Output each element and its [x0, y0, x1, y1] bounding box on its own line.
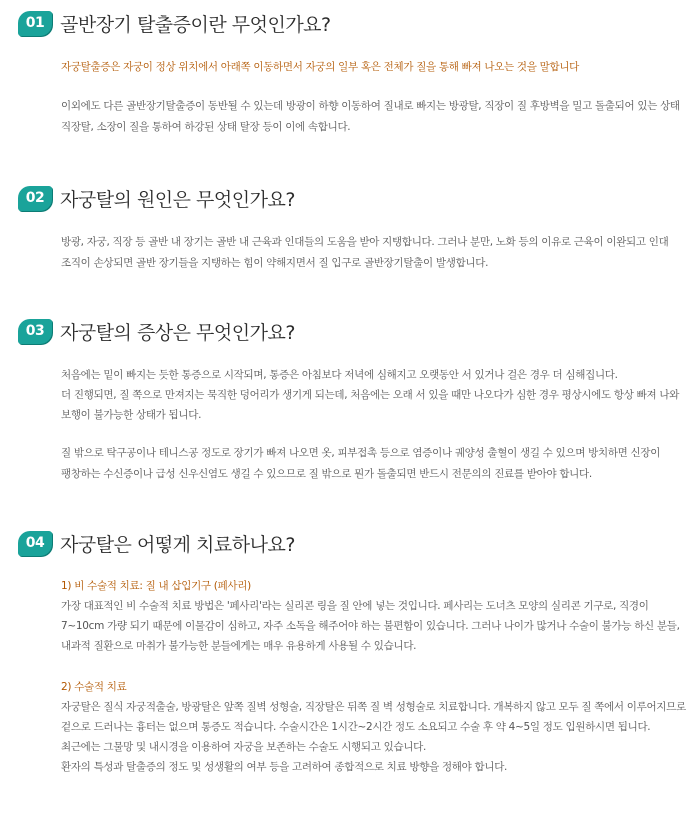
paragraph-line: 팽창하는 수신증이나 급성 신우신염도 생길 수 있으므로 질 밖으로 뭔가 돌출되면 반드시 전문의의 진료를 받아야 합니다.: [61, 468, 592, 480]
paragraph-line: 자궁탈은 질식 자궁적출술, 방광탈은 앞쪽 질벽 성형술, 직장탈은 뒤쪽 질 벽 성형술로 치료합니다. 개복하지 않고 모두 질 쪽에서 이루어지므로: [61, 701, 686, 713]
paragraph-line: 이외에도 다른 골반장기탈출증이 동반될 수 있는데 방광이 하향 이동하여 질내로 빠지는 방광탈, 직장이 질 후방벽을 밀고 돌출되어 있는 상태: [61, 100, 680, 112]
section-heading: [18, 7, 331, 39]
paragraph-line: 질 밖으로 탁구공이나 테니스공 정도로 장기가 빠져 나오면 옷, 피부접촉 등으로 염증이나 궤양성 출혈이 생길 수 있으며 방치하면 신장이: [61, 447, 661, 459]
paragraph-line: 가장 대표적인 비 수술적 치료 방법은 '페사리'라는 실리콘 링을 질 안에 넣는 것입니다. 페사리는 도너츠 모양의 실리콘 기구로, 직경이: [61, 600, 649, 612]
subsection-heading: 1) 비 수술적 치료: 질 내 삽입기구 (페사리): [61, 580, 251, 592]
paragraph-line: 처음에는 밑이 빠지는 듯한 통증으로 시작되며, 통증은 아침보다 저녁에 심해지고 오랫동안 서 있거나 걸은 경우 더 심해집니다.: [61, 369, 618, 381]
paragraph-line: 내과적 질환으로 마취가 불가능한 분들에게는 매우 유용하게 사용될 수 있습니다.: [61, 640, 417, 652]
section-number-badge: 01: [18, 11, 52, 36]
section-title: 자궁탈은 어떻게 치료하나요?: [60, 533, 295, 556]
paragraph-line: 조직이 손상되면 골반 장기들을 지탱하는 힘이 약해지면서 질 입구로 골반장기탈출이 발생합니다.: [61, 257, 489, 269]
paragraph-line: 환자의 특성과 탈출증의 정도 및 성생활의 여부 등을 고려하여 종합적으로 치료 방향을 정해야 합니다.: [61, 761, 508, 773]
section-number-badge: 04: [18, 531, 52, 556]
section-title: 골반장기 탈출증이란 무엇인가요?: [60, 13, 331, 36]
subsection-heading: 2) 수술적 치료: [61, 681, 127, 693]
section-heading: [18, 527, 295, 559]
section-title: 자궁탈의 증상은 무엇인가요?: [60, 321, 295, 344]
section-heading: [18, 182, 295, 214]
paragraph-line: 방광, 자궁, 직장 등 골반 내 장기는 골반 내 근육과 인대들의 도움을 받아 지탱합니다. 그러나 분만, 노화 등의 이유로 근육이 이완되고 인대: [61, 236, 669, 248]
paragraph-line: 7~10cm 가량 되기 때문에 이물감이 심하고, 자주 소독을 해주어야 하는 불편함이 있습니다. 그러나 나이가 많거나 수술이 불가능 하신 분들,: [61, 620, 680, 632]
paragraph-line: 최근에는 그물망 및 내시경을 이용하여 자궁을 보존하는 수술도 시행되고 있습니다.: [61, 741, 427, 753]
highlight-text: 자궁탈출증은 자궁이 정상 위치에서 아래쪽 이동하면서 자궁의 일부 혹은 전체가 질을 통해 빠져 나오는 것을 말합니다: [61, 61, 580, 73]
paragraph-line: 더 진행되면, 질 쪽으로 만져지는 묵직한 덩어리가 생기게 되는데, 처음에는 오래 서 있을 때만 나오다가 심한 경우 평상시에도 항상 빠져 나와: [61, 389, 680, 401]
section-heading: [18, 315, 295, 347]
section-title: 자궁탈의 원인은 무엇인가요?: [60, 188, 295, 211]
paragraph-line: 직장탈, 소장이 질을 통하여 하강된 상태 탈장 등이 이에 속합니다.: [61, 121, 351, 133]
section-number-badge: 03: [18, 319, 52, 344]
paragraph-line: 겉으로 드러나는 흉터는 없으며 통증도 적습니다. 수술시간은 1시간~2시간 정도 소요되고 수술 후 약 4~5일 정도 입원하시면 됩니다.: [61, 721, 651, 733]
section-number-badge: 02: [18, 186, 52, 211]
paragraph-line: 보행이 불가능한 상태가 됩니다.: [61, 409, 202, 421]
